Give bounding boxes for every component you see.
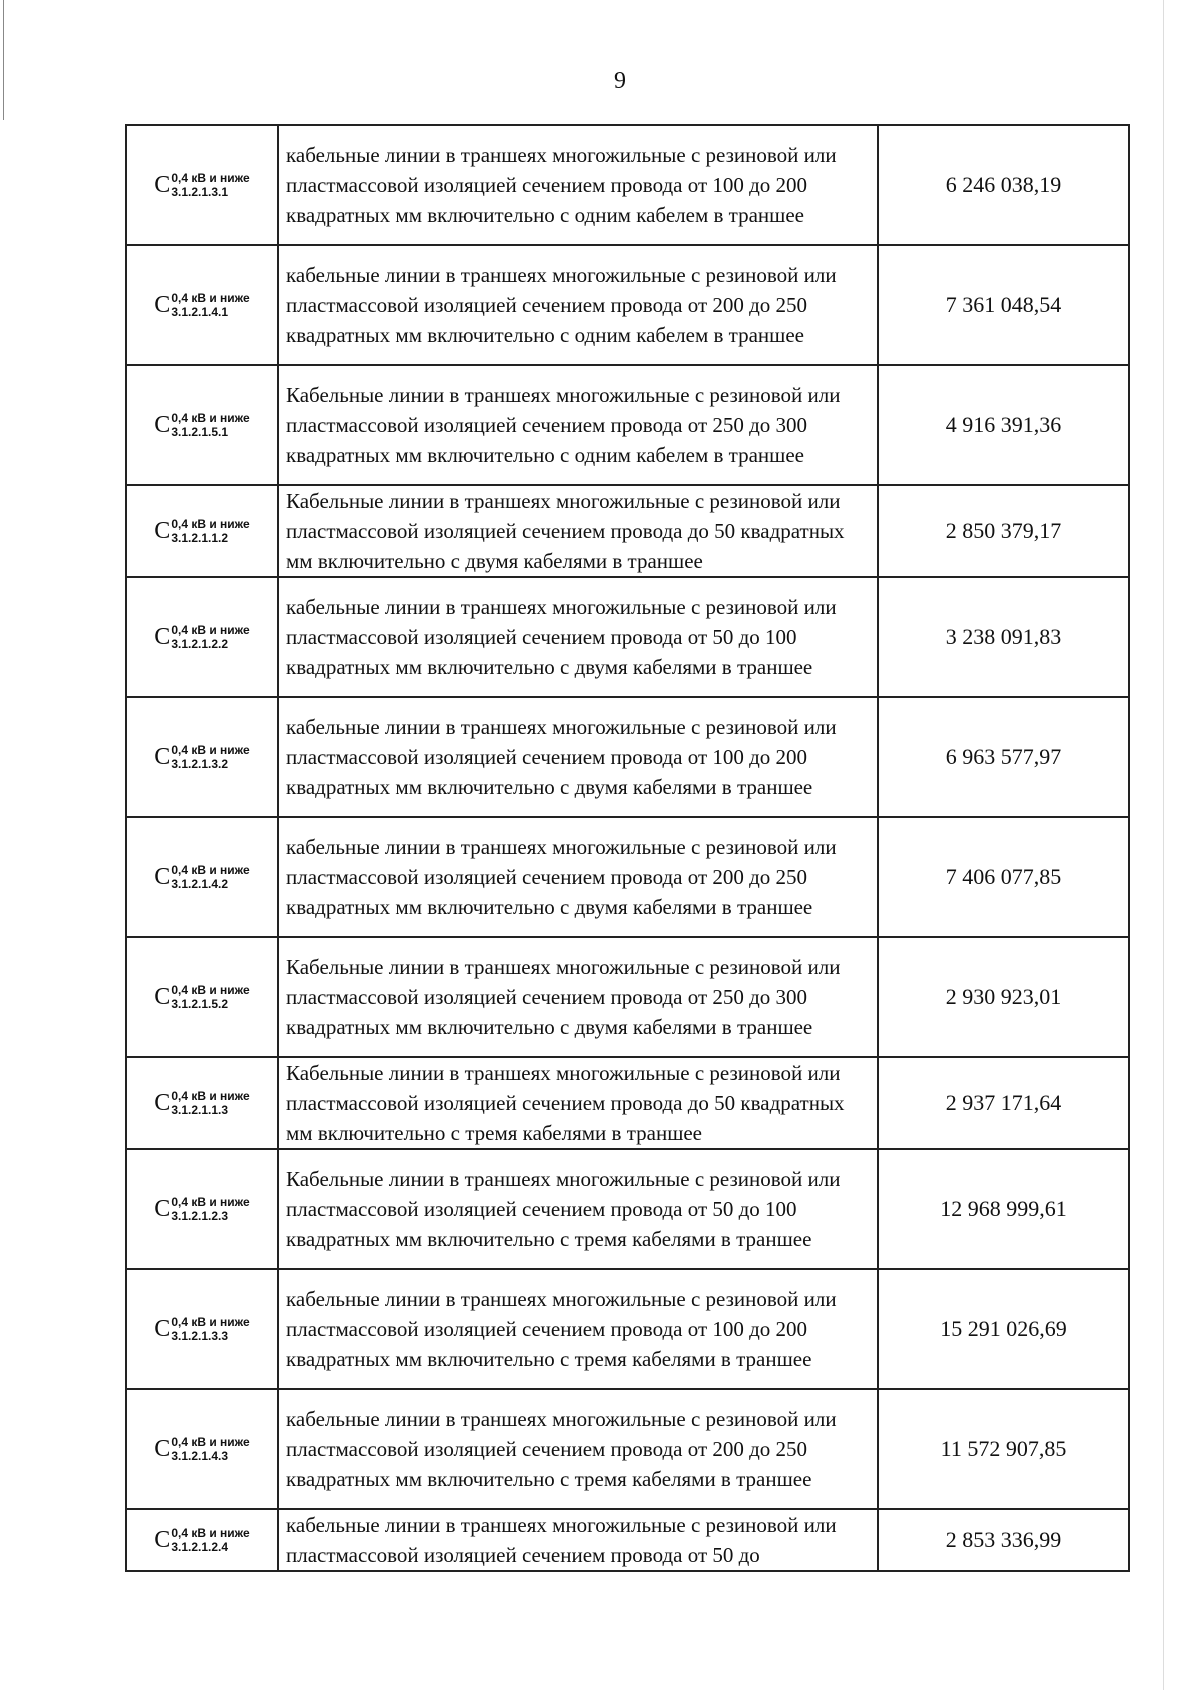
rate-code-subscript: 3.1.2.1.4.1 bbox=[171, 305, 229, 319]
left-margin-line bbox=[3, 0, 4, 120]
rate-symbol-letter: С bbox=[154, 1196, 171, 1222]
description-cell: Кабельные линии в траншеях многожильные с резиновой или пластмассовой изоляцией сечением провода от 250 до 300 квадратных мм включительно с одним кабелем в траншее bbox=[278, 365, 878, 485]
rate-value-cell: 2 853 336,99 bbox=[878, 1509, 1129, 1571]
rate-code-cell bbox=[126, 1149, 278, 1269]
rate-symbol-letter: С bbox=[154, 1090, 171, 1116]
rate-code-subscript: 3.1.2.1.1.3 bbox=[171, 1103, 229, 1117]
rate-symbol bbox=[154, 1195, 249, 1223]
rate-code-cell bbox=[126, 1269, 278, 1389]
rate-value-cell: 2 850 379,17 bbox=[878, 485, 1129, 577]
description-cell: кабельные линии в траншеях многожильные с резиновой или пластмассовой изоляцией сечением провода от 50 до 100 квадратных мм включительно с двумя кабелями в траншее bbox=[278, 577, 878, 697]
rate-code-cell bbox=[126, 1057, 278, 1149]
voltage-superscript: 0,4 кВ и ниже bbox=[171, 517, 250, 531]
rate-code-subscript: 3.1.2.1.3.2 bbox=[171, 757, 229, 771]
rate-value-cell: 6 246 038,19 bbox=[878, 125, 1129, 245]
rate-code-cell bbox=[126, 365, 278, 485]
rate-value-cell: 4 916 391,36 bbox=[878, 365, 1129, 485]
table-row bbox=[126, 1269, 1129, 1389]
table-row bbox=[126, 697, 1129, 817]
rate-code-subscript: 3.1.2.1.3.3 bbox=[171, 1329, 229, 1343]
rates-table bbox=[125, 124, 1130, 1572]
description-cell: кабельные линии в траншеях многожильные с резиновой или пластмассовой изоляцией сечением провода от 200 до 250 квадратных мм включительно с двумя кабелями в траншее bbox=[278, 817, 878, 937]
table-row bbox=[126, 125, 1129, 245]
voltage-superscript: 0,4 кВ и ниже bbox=[171, 411, 250, 425]
rate-symbol bbox=[154, 517, 249, 545]
rate-code-cell bbox=[126, 1509, 278, 1571]
rate-code-subscript: 3.1.2.1.3.1 bbox=[171, 185, 229, 199]
table-row bbox=[126, 1057, 1129, 1149]
rate-code-subscript: 3.1.2.1.4.3 bbox=[171, 1449, 229, 1463]
table-row bbox=[126, 1389, 1129, 1509]
page-number: 9 bbox=[614, 68, 626, 94]
rate-value-cell: 2 937 171,64 bbox=[878, 1057, 1129, 1149]
rate-symbol-letter: С bbox=[154, 1436, 171, 1462]
rate-symbol-letter: С bbox=[154, 624, 171, 650]
rate-symbol bbox=[154, 1089, 249, 1117]
table-row bbox=[126, 245, 1129, 365]
rate-code-cell bbox=[126, 125, 278, 245]
rate-value-cell: 15 291 026,69 bbox=[878, 1269, 1129, 1389]
rate-code-cell bbox=[126, 577, 278, 697]
rate-code-cell bbox=[126, 697, 278, 817]
description-cell: кабельные линии в траншеях многожильные с резиновой или пластмассовой изоляцией сечением провода от 200 до 250 квадратных мм включительно с одним кабелем в траншее bbox=[278, 245, 878, 365]
rate-code-cell bbox=[126, 937, 278, 1057]
voltage-superscript: 0,4 кВ и ниже bbox=[171, 983, 250, 997]
voltage-superscript: 0,4 кВ и ниже bbox=[171, 1195, 250, 1209]
rate-code-subscript: 3.1.2.1.2.2 bbox=[171, 637, 229, 651]
voltage-superscript: 0,4 кВ и ниже bbox=[171, 1315, 250, 1329]
rate-value-cell: 7 406 077,85 bbox=[878, 817, 1129, 937]
table-row bbox=[126, 365, 1129, 485]
rate-symbol bbox=[154, 411, 249, 439]
rate-code-subscript: 3.1.2.1.1.2 bbox=[171, 531, 229, 545]
rate-symbol bbox=[154, 171, 249, 199]
description-cell: кабельные линии в траншеях многожильные с резиновой или пластмассовой изоляцией сечением провода от 50 до bbox=[278, 1509, 878, 1571]
voltage-superscript: 0,4 кВ и ниже bbox=[171, 291, 250, 305]
rate-value-cell: 7 361 048,54 bbox=[878, 245, 1129, 365]
rate-symbol bbox=[154, 1315, 249, 1343]
rate-code-cell bbox=[126, 817, 278, 937]
rate-symbol-letter: С bbox=[154, 864, 171, 890]
description-cell: Кабельные линии в траншеях многожильные с резиновой или пластмассовой изоляцией сечением провода до 50 квадратных мм включительно с двумя кабелями в траншее bbox=[278, 485, 878, 577]
rate-symbol-letter: С bbox=[154, 292, 171, 318]
rate-symbol-letter: С bbox=[154, 1527, 171, 1553]
rate-symbol-letter: С bbox=[154, 518, 171, 544]
table-row bbox=[126, 485, 1129, 577]
rate-code-subscript: 3.1.2.1.2.4 bbox=[171, 1540, 229, 1554]
rate-symbol-letter: С bbox=[154, 744, 171, 770]
description-cell: кабельные линии в траншеях многожильные с резиновой или пластмассовой изоляцией сечением провода от 100 до 200 квадратных мм включительно с двумя кабелями в траншее bbox=[278, 697, 878, 817]
voltage-superscript: 0,4 кВ и ниже bbox=[171, 743, 250, 757]
rate-symbol-letter: С bbox=[154, 1316, 171, 1342]
rate-symbol bbox=[154, 983, 249, 1011]
rate-code-subscript: 3.1.2.1.5.1 bbox=[171, 425, 229, 439]
right-margin-line bbox=[1163, 0, 1164, 1690]
rate-symbol bbox=[154, 1435, 249, 1463]
description-cell: Кабельные линии в траншеях многожильные с резиновой или пластмассовой изоляцией сечением провода от 250 до 300 квадратных мм включительно с двумя кабелями в траншее bbox=[278, 937, 878, 1057]
description-cell: кабельные линии в траншеях многожильные с резиновой или пластмассовой изоляцией сечением провода от 100 до 200 квадратных мм включительно с одним кабелем в траншее bbox=[278, 125, 878, 245]
rate-code-cell bbox=[126, 485, 278, 577]
table-row bbox=[126, 817, 1129, 937]
rate-code-subscript: 3.1.2.1.2.3 bbox=[171, 1209, 229, 1223]
rate-symbol bbox=[154, 743, 249, 771]
description-cell: кабельные линии в траншеях многожильные с резиновой или пластмассовой изоляцией сечением провода от 100 до 200 квадратных мм включительно с тремя кабелями в траншее bbox=[278, 1269, 878, 1389]
table-row bbox=[126, 1509, 1129, 1571]
rate-code-cell bbox=[126, 1389, 278, 1509]
rate-value-cell: 2 930 923,01 bbox=[878, 937, 1129, 1057]
description-cell: кабельные линии в траншеях многожильные с резиновой или пластмассовой изоляцией сечением провода от 200 до 250 квадратных мм включительно с тремя кабелями в траншее bbox=[278, 1389, 878, 1509]
rate-symbol-letter: С bbox=[154, 984, 171, 1010]
rates-table-body bbox=[126, 125, 1129, 1571]
rate-code-cell bbox=[126, 245, 278, 365]
table-row bbox=[126, 1149, 1129, 1269]
rate-value-cell: 12 968 999,61 bbox=[878, 1149, 1129, 1269]
rate-symbol bbox=[154, 291, 249, 319]
rate-symbol bbox=[154, 1526, 249, 1554]
voltage-superscript: 0,4 кВ и ниже bbox=[171, 863, 250, 877]
voltage-superscript: 0,4 кВ и ниже bbox=[171, 171, 250, 185]
description-cell: Кабельные линии в траншеях многожильные с резиновой или пластмассовой изоляцией сечением провода до 50 квадратных мм включительно с тремя кабелями в траншее bbox=[278, 1057, 878, 1149]
rate-symbol bbox=[154, 623, 249, 651]
rate-value-cell: 3 238 091,83 bbox=[878, 577, 1129, 697]
rate-code-subscript: 3.1.2.1.5.2 bbox=[171, 997, 229, 1011]
rate-value-cell: 11 572 907,85 bbox=[878, 1389, 1129, 1509]
table-row bbox=[126, 577, 1129, 697]
rate-code-subscript: 3.1.2.1.4.2 bbox=[171, 877, 229, 891]
rate-symbol-letter: С bbox=[154, 412, 171, 438]
voltage-superscript: 0,4 кВ и ниже bbox=[171, 1526, 250, 1540]
voltage-superscript: 0,4 кВ и ниже bbox=[171, 1435, 250, 1449]
description-cell: Кабельные линии в траншеях многожильные с резиновой или пластмассовой изоляцией сечением провода от 50 до 100 квадратных мм включительно с тремя кабелями в траншее bbox=[278, 1149, 878, 1269]
rate-value-cell: 6 963 577,97 bbox=[878, 697, 1129, 817]
rate-symbol bbox=[154, 863, 249, 891]
voltage-superscript: 0,4 кВ и ниже bbox=[171, 1089, 250, 1103]
voltage-superscript: 0,4 кВ и ниже bbox=[171, 623, 250, 637]
table-row bbox=[126, 937, 1129, 1057]
rate-symbol-letter: С bbox=[154, 172, 171, 198]
